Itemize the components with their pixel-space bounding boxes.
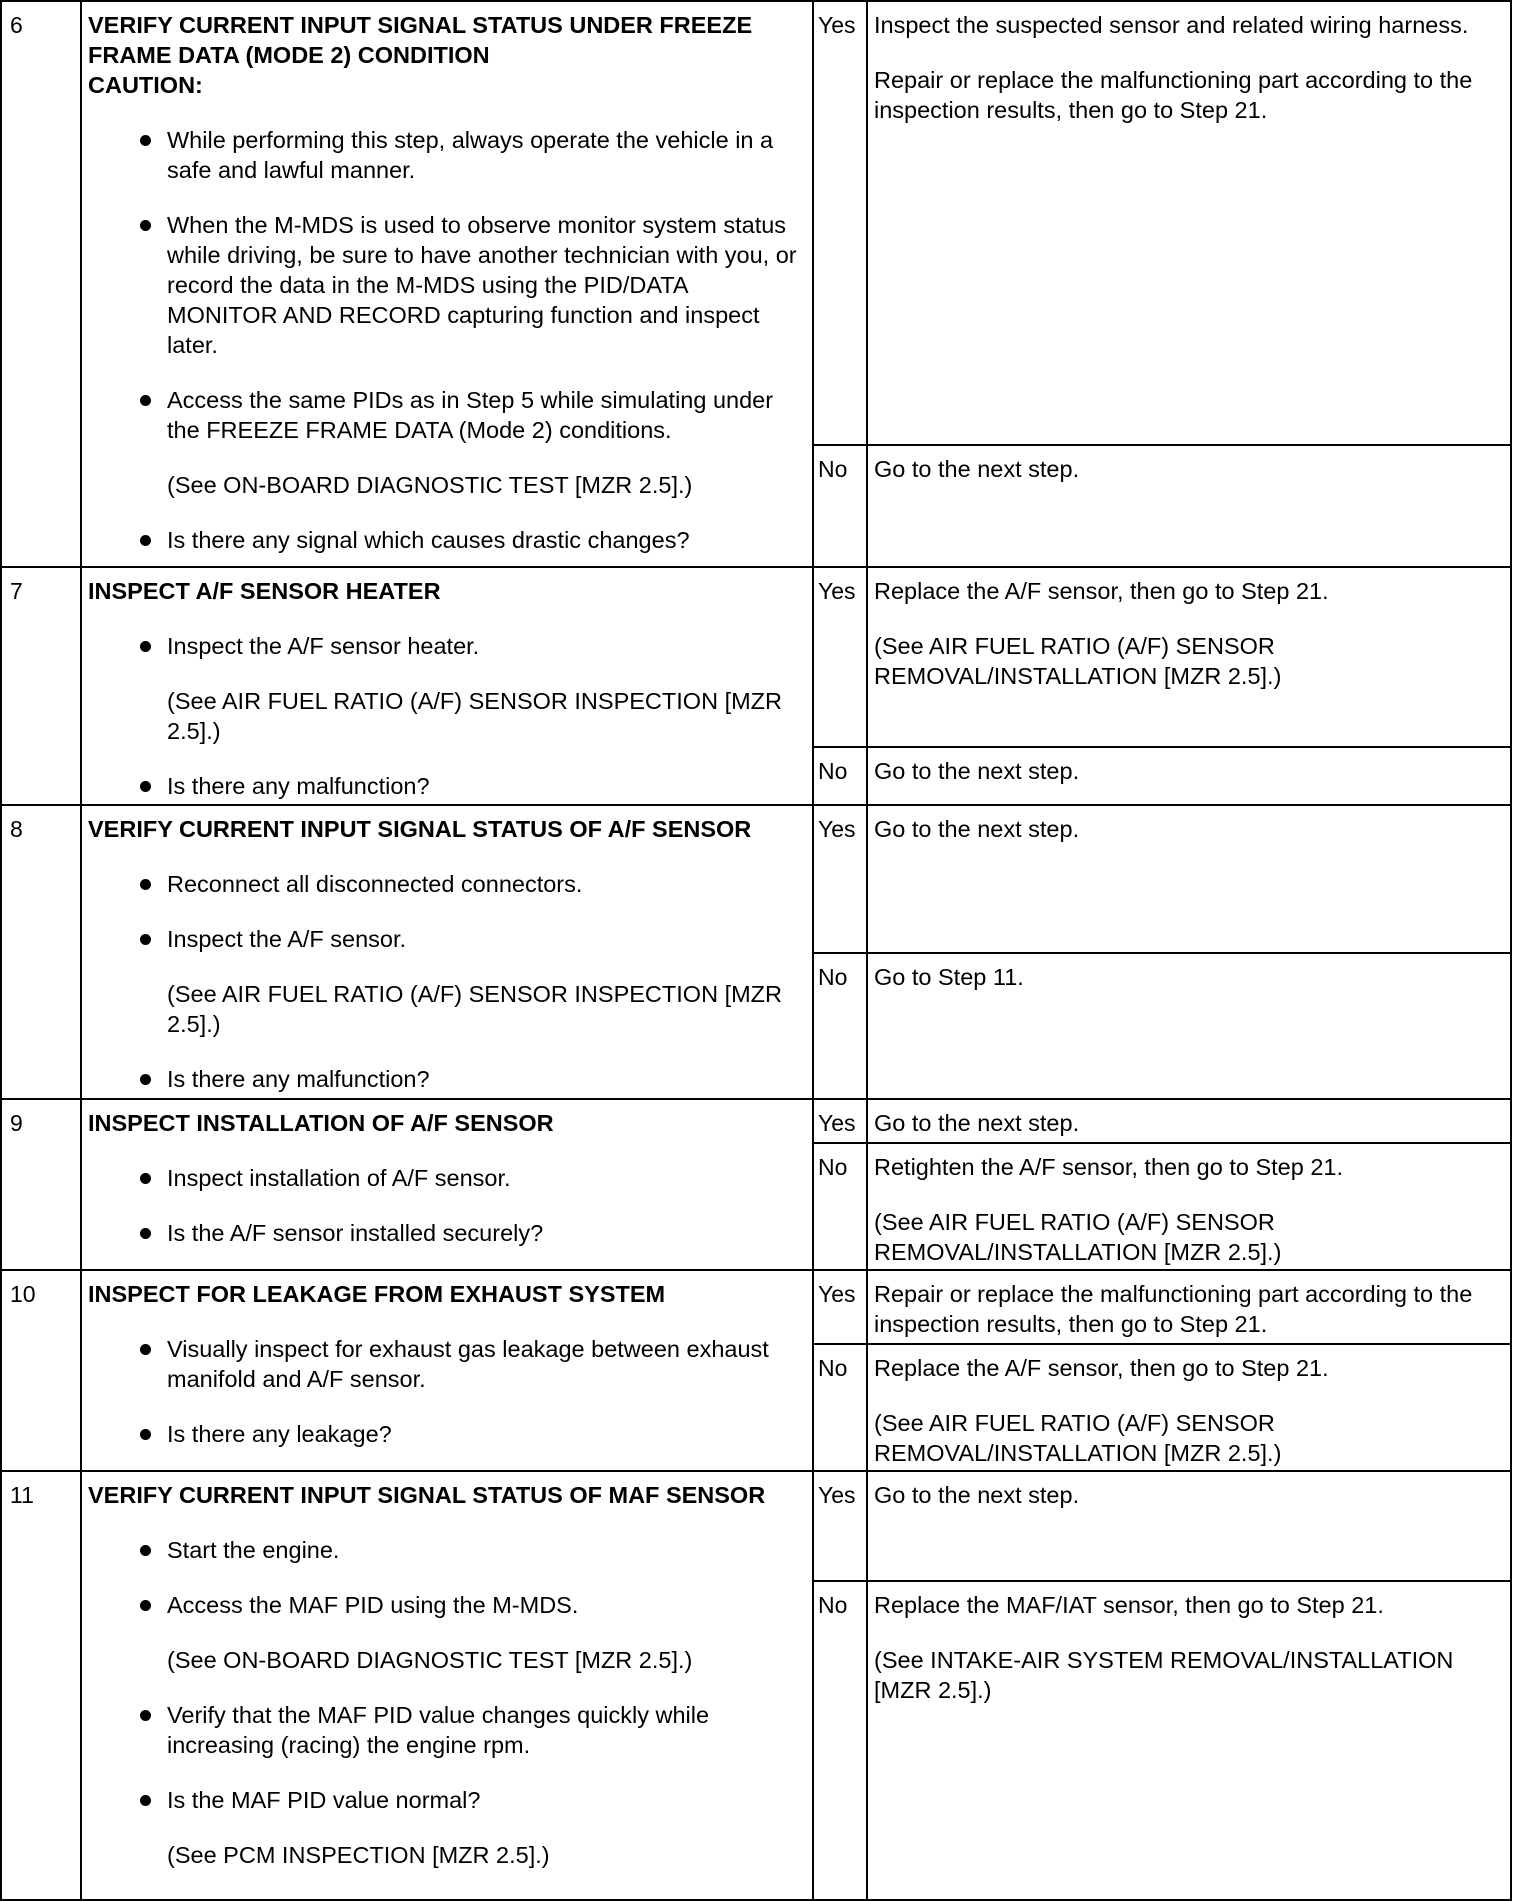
- result-text: Go to the next step.: [874, 1110, 1080, 1136]
- reference-link[interactable]: (See AIR FUEL RATIO (A/F) SENSOR REMOVAL/INSTALLATION [MZR 2.5].): [874, 633, 1282, 689]
- bullet-item: While performing this step, always operate the vehicle in a safe and lawful manner.: [88, 125, 804, 185]
- bullet-item: Access the same PIDs as in Step 5 while simulating under the FREEZE FRAME DATA (Mode 2) conditions.: [88, 385, 804, 445]
- bullet-item: Reconnect all disconnected connectors.: [88, 869, 804, 899]
- yes-result: [814, 1100, 1510, 1142]
- step-row-10: [2, 1271, 1510, 1472]
- yes-result: [814, 2, 1510, 444]
- yes-label: Yes: [814, 806, 868, 952]
- step-title: INSPECT FOR LEAKAGE FROM EXHAUST SYSTEM: [88, 1281, 666, 1307]
- result-text: Go to the next step.: [874, 816, 1080, 842]
- reference-link[interactable]: (See AIR FUEL RATIO (A/F) SENSOR INSPECTION [MZR 2.5].): [167, 688, 782, 744]
- step-number: 8: [10, 816, 23, 842]
- result-text: Go to the next step.: [874, 758, 1080, 784]
- result-text: Go to Step 11.: [874, 964, 1024, 990]
- step-row-8: [2, 806, 1510, 1100]
- result-text: Repair or replace the malfunctioning part according to the inspection results, then go to Step 21.: [874, 67, 1473, 123]
- no-label: No: [814, 748, 868, 804]
- no-result: [814, 746, 1510, 804]
- no-label: No: [814, 1582, 868, 1899]
- reference-link[interactable]: (See INTAKE-AIR SYSTEM REMOVAL/INSTALLATION [MZR 2.5].): [874, 1647, 1454, 1703]
- step-title: VERIFY CURRENT INPUT SIGNAL STATUS UNDER FREEZE FRAME DATA (MODE 2) CONDITION: [88, 12, 753, 68]
- yes-label: Yes: [814, 1100, 868, 1142]
- result-text: Replace the MAF/IAT sensor, then go to Step 21.: [874, 1592, 1384, 1618]
- step-title: INSPECT A/F SENSOR HEATER: [88, 578, 441, 604]
- no-result: [814, 1343, 1510, 1470]
- bullet-item: Access the MAF PID using the M-MDS.: [88, 1590, 804, 1620]
- bullet-item: Inspect the A/F sensor heater.: [88, 631, 804, 661]
- yes-label: Yes: [814, 1271, 868, 1343]
- no-result: [814, 952, 1510, 1098]
- reference-link[interactable]: (See AIR FUEL RATIO (A/F) SENSOR INSPECTION [MZR 2.5].): [167, 981, 782, 1037]
- reference-link[interactable]: (See AIR FUEL RATIO (A/F) SENSOR REMOVAL/INSTALLATION [MZR 2.5].): [874, 1209, 1282, 1265]
- step-row-9: [2, 1100, 1510, 1271]
- no-label: No: [814, 954, 868, 1098]
- bullet-item: Visually inspect for exhaust gas leakage between exhaust manifold and A/F sensor.: [88, 1334, 804, 1394]
- yes-result: [814, 568, 1510, 746]
- bullet-item: Inspect installation of A/F sensor.: [88, 1163, 804, 1193]
- result-text: Replace the A/F sensor, then go to Step 21.: [874, 578, 1329, 604]
- reference-link[interactable]: (See ON-BOARD DIAGNOSTIC TEST [MZR 2.5].): [167, 472, 693, 498]
- no-label: No: [814, 446, 868, 566]
- step-row-7: [2, 568, 1510, 806]
- no-result: [814, 444, 1510, 566]
- question-item: Is the MAF PID value normal?: [88, 1785, 804, 1815]
- question-item: Is the A/F sensor installed securely?: [88, 1218, 804, 1248]
- yes-label: Yes: [814, 1472, 868, 1580]
- question-item: Is there any malfunction?: [88, 1064, 804, 1094]
- yes-result: [814, 1271, 1510, 1343]
- reference-link[interactable]: (See AIR FUEL RATIO (A/F) SENSOR REMOVAL/INSTALLATION [MZR 2.5].): [874, 1410, 1282, 1466]
- step-number: 10: [10, 1281, 36, 1307]
- yes-label: Yes: [814, 2, 868, 444]
- question-item: Is there any signal which causes drastic changes?: [88, 525, 804, 555]
- result-text: Replace the A/F sensor, then go to Step 21.: [874, 1355, 1329, 1381]
- step-number: 7: [10, 578, 23, 604]
- question-item: Is there any leakage?: [88, 1419, 804, 1449]
- result-text: Go to the next step.: [874, 456, 1080, 482]
- step-number: 9: [10, 1110, 23, 1136]
- reference-link[interactable]: (See PCM INSPECTION [MZR 2.5].): [167, 1842, 550, 1868]
- yes-result: [814, 806, 1510, 952]
- result-text: Inspect the suspected sensor and related wiring harness.: [874, 12, 1469, 38]
- bullet-item: When the M-MDS is used to observe monitor system status while driving, be sure to have another technician with you, or record the data in the M-MDS using the PID/DATA MONITOR AND RECORD capturing function and inspect later.: [88, 210, 804, 360]
- result-text: Go to the next step.: [874, 1482, 1080, 1508]
- step-row-6: [2, 2, 1510, 568]
- step-number: 11: [10, 1482, 34, 1508]
- reference-link[interactable]: (See ON-BOARD DIAGNOSTIC TEST [MZR 2.5].): [167, 1647, 693, 1673]
- step-title: VERIFY CURRENT INPUT SIGNAL STATUS OF A/F SENSOR: [88, 816, 752, 842]
- result-text: Repair or replace the malfunctioning part according to the inspection results, then go to Step 21.: [874, 1281, 1473, 1337]
- step-title: VERIFY CURRENT INPUT SIGNAL STATUS OF MAF SENSOR: [88, 1482, 766, 1508]
- caution-label: CAUTION:: [88, 72, 203, 98]
- step-number: 6: [10, 12, 23, 38]
- bullet-item: Start the engine.: [88, 1535, 804, 1565]
- question-item: Is there any malfunction?: [88, 771, 804, 801]
- result-text: Retighten the A/F sensor, then go to Step 21.: [874, 1154, 1344, 1180]
- yes-label: Yes: [814, 568, 868, 746]
- yes-result: [814, 1472, 1510, 1580]
- bullet-item: Verify that the MAF PID value changes quickly while increasing (racing) the engine rpm.: [88, 1700, 804, 1760]
- step-title: INSPECT INSTALLATION OF A/F SENSOR: [88, 1110, 554, 1136]
- no-result: [814, 1142, 1510, 1269]
- no-label: No: [814, 1144, 868, 1269]
- bullet-item: Inspect the A/F sensor.: [88, 924, 804, 954]
- no-result: [814, 1580, 1510, 1899]
- step-row-11: [2, 1472, 1510, 1899]
- no-label: No: [814, 1345, 868, 1470]
